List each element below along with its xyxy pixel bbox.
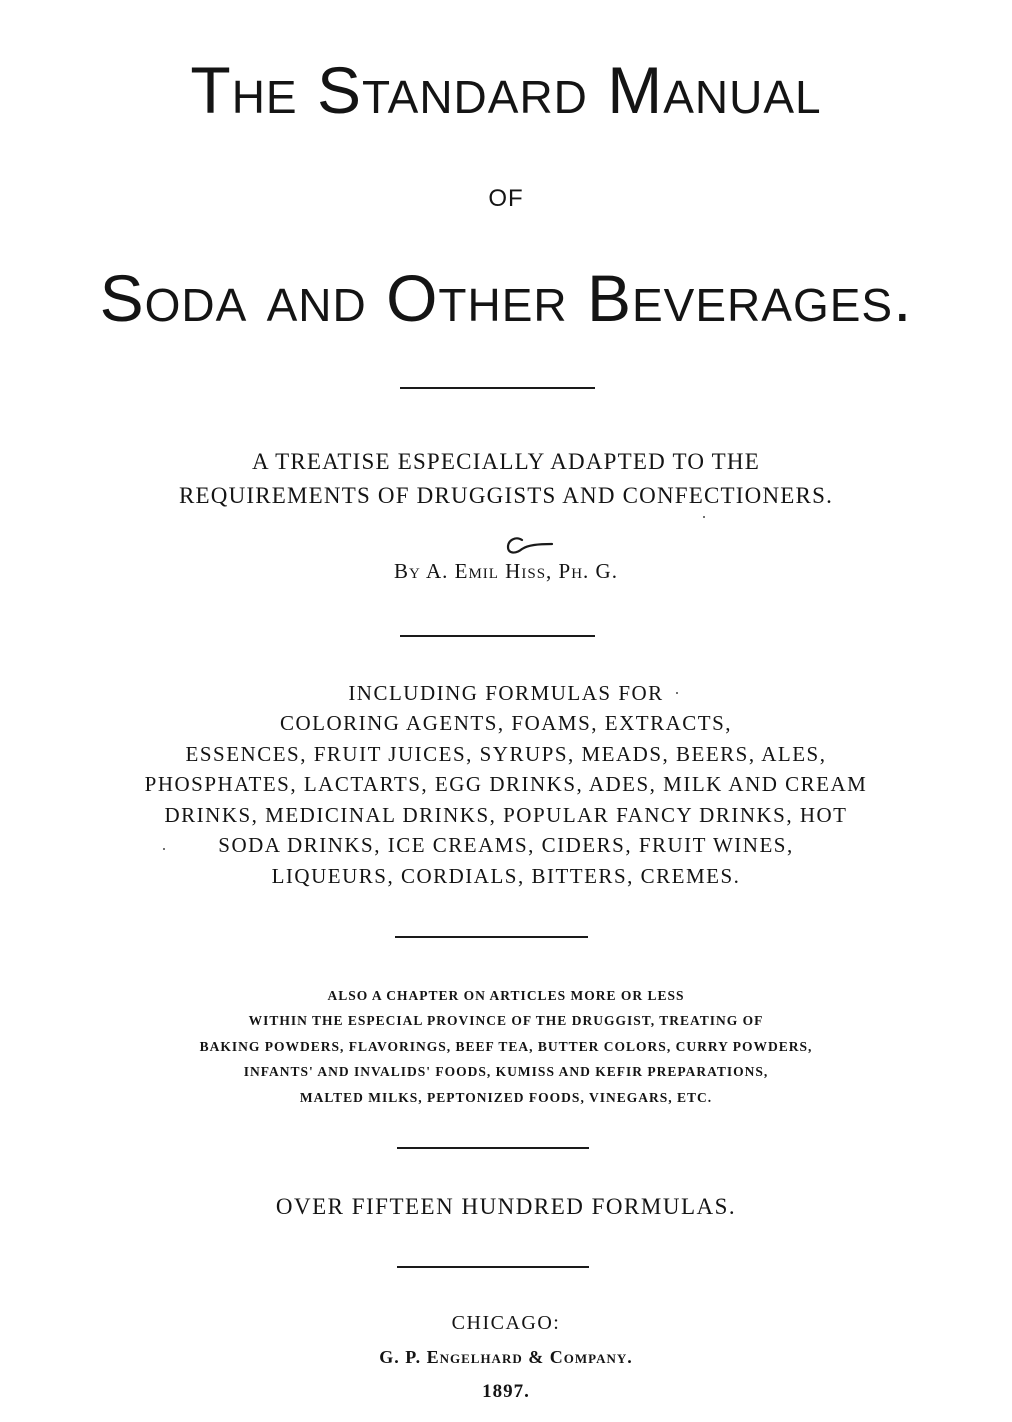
imprint-year: 1897. — [482, 1381, 530, 1402]
ink-speck — [163, 848, 165, 850]
divider-rule — [397, 1147, 589, 1149]
includes-line: PHOSPHATES, LACTARTS, EGG DRINKS, ADES, MILK AND CREAM — [144, 772, 868, 796]
imprint-publisher: G. P. Engelhard & Company. — [379, 1347, 633, 1367]
also-line: ALSO A CHAPTER ON ARTICLES MORE OR LESS — [327, 988, 685, 1003]
author-line: By A. Emil Hiss, Ph. G. — [394, 559, 618, 583]
divider-rule — [400, 387, 595, 389]
includes-line: LIQUEURS, CORDIALS, BITTERS, CREMES. — [271, 864, 741, 888]
also-line: BAKING POWDERS, FLAVORINGS, BEEF TEA, BUTTER COLORS, CURRY POWDERS, — [199, 1039, 813, 1054]
title-line-1: The Standard Manual — [190, 53, 822, 127]
imprint-city: CHICAGO: — [451, 1312, 561, 1334]
title-of: OF — [488, 185, 524, 212]
includes-line: COLORING AGENTS, FOAMS, EXTRACTS, — [279, 711, 733, 735]
subtitle-line-1: A TREATISE ESPECIALLY ADAPTED TO THE — [252, 449, 760, 474]
includes-line: INCLUDING FORMULAS FOR — [348, 681, 664, 705]
also-line: INFANTS' AND INVALIDS' FOODS, KUMISS AND KEFIR PREPARATIONS, — [243, 1064, 769, 1079]
includes-line: DRINKS, MEDICINAL DRINKS, POPULAR FANCY DRINKS, HOT — [164, 803, 848, 827]
also-line: WITHIN THE ESPECIAL PROVINCE OF THE DRUGGIST, TREATING OF — [248, 1013, 764, 1028]
subtitle-line-2: REQUIREMENTS OF DRUGGISTS AND CONFECTIONERS. — [178, 483, 834, 508]
divider-rule — [400, 635, 595, 637]
ink-speck — [676, 692, 678, 694]
includes-line: ESSENCES, FRUIT JUICES, SYRUPS, MEADS, BEERS, ALES, — [185, 742, 827, 766]
formulas-count: OVER FIFTEEN HUNDRED FORMULAS. — [275, 1194, 737, 1219]
also-line: MALTED MILKS, PEPTONIZED FOODS, VINEGARS, ETC. — [299, 1090, 713, 1105]
ink-speck — [703, 516, 705, 518]
divider-rule — [397, 1266, 589, 1268]
title-line-2: Soda and Other Beverages. — [99, 261, 913, 335]
divider-rule — [395, 936, 588, 938]
includes-line: SODA DRINKS, ICE CREAMS, CIDERS, FRUIT WINES, — [218, 833, 794, 857]
